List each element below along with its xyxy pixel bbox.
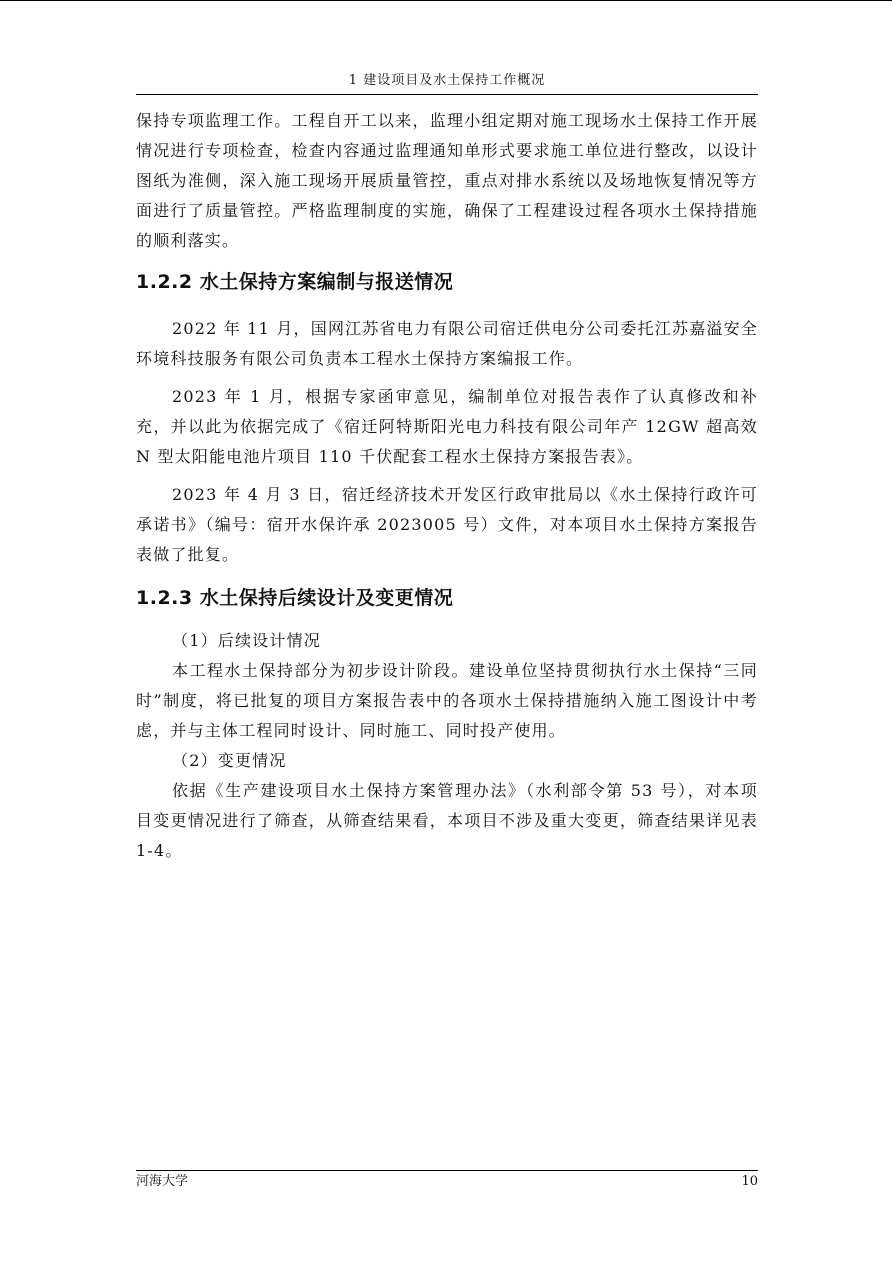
paragraph-changes: 依据《生产建设项目水土保持方案管理办法》（水利部令第 53 号），对本项目变更情况进行了筛查，从筛查结果看，本项目不涉及重大变更，筛查结果详见表 1-4。 [136, 781, 758, 860]
paragraph-scheme-approval: 2023 年 4 月 3 日，宿迁经济技术开发区行政审批局以《水土保持行政许可承诺书》（编号：宿开水保许承 2023005 号）文件，对本项目水土保持方案报告表做了批复。 [136, 485, 758, 564]
paragraph-followup-design: 本工程水土保持部分为初步设计阶段。建设单位坚持贯彻执行水土保持“三同时”制度，将已批复的项目方案报告表中的各项水土保持措施纳入施工图设计中考虑，并与主体工程同时设计、同时施工、同时投产使用。 [136, 661, 758, 740]
header-rule [136, 94, 758, 95]
paragraph-scheme-revision: 2023 年 1 月，根据专家函审意见，编制单位对报告表作了认真修改和补充，并以此为依据完成了《宿迁阿特斯阳光电力科技有限公司年产 12GW 超高效 N 型太阳能电池片项目 110 千伏配套工程水土保持方案报告表》。 [136, 387, 758, 466]
page-top-border [0, 0, 892, 1]
footer-institution: 河海大学 [136, 1174, 189, 1189]
section-heading-1-2-2: 1.2.2 水土保持方案编制与报送情况 [136, 271, 454, 293]
running-header: 1 建设项目及水土保持工作概况 [348, 73, 546, 88]
footer-rule [136, 1170, 758, 1171]
page-number: 10 [741, 1174, 758, 1189]
subsection-title-followup-design: （1）后续设计情况 [172, 631, 321, 650]
body-text [136, 106, 758, 866]
paragraph-intro: 保持专项监理工作。工程自开工以来，监理小组定期对施工现场水土保持工作开展情况进行专项检查，检查内容通过监理通知单形式要求施工单位进行整改，以设计图纸为准侧，深入施工现场开展质量管控，重点对排水系统以及场地恢复情况等方面进行了质量管控。严格监理制度的实施，确保了工程建设过程各项水土保持措施的顺利落实。 [136, 111, 758, 250]
paragraph-scheme-commission: 2022 年 11 月，国网江苏省电力有限公司宿迁供电分公司委托江苏嘉溢安全环境科技服务有限公司负责本工程水土保持方案编报工作。 [136, 319, 758, 368]
section-heading-1-2-3: 1.2.3 水土保持后续设计及变更情况 [136, 587, 454, 609]
subsection-title-changes: （2）变更情况 [172, 751, 287, 770]
